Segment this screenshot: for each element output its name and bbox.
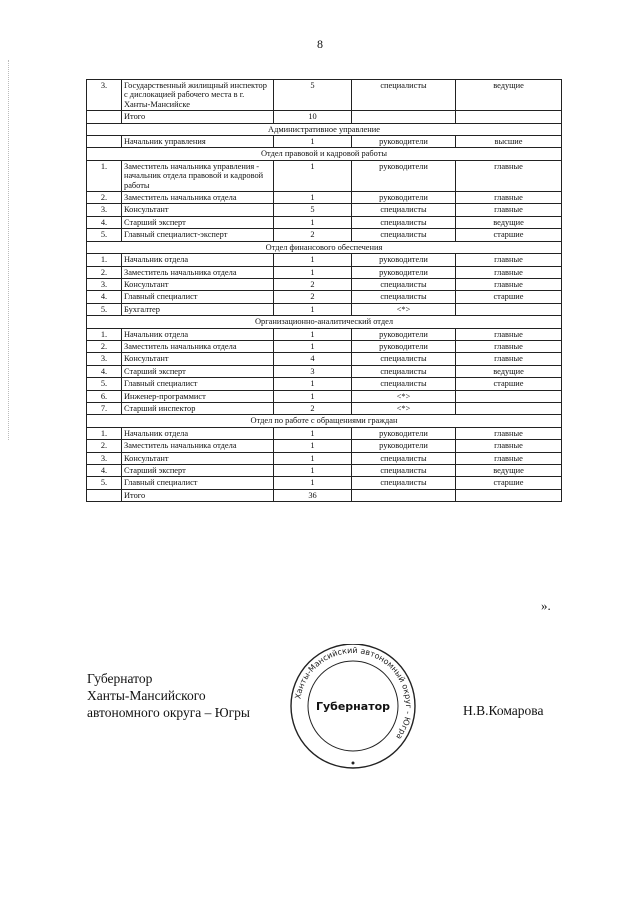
staff-group: [456, 303, 562, 315]
staff-table: [86, 79, 562, 502]
seal-ring-text: Ханты-Мансийский автономный округ - Югра: [293, 645, 414, 742]
table-row: [87, 465, 562, 477]
table-row: [87, 390, 562, 402]
staff-category: руководители: [352, 136, 456, 148]
row-number: 1.: [87, 160, 122, 191]
staff-category: руководители: [352, 160, 456, 191]
position-name: Главный специалист: [122, 291, 274, 303]
staff-group: главные: [456, 340, 562, 352]
staff-category: <*>: [352, 402, 456, 414]
staff-category: [352, 111, 456, 123]
row-number: 6.: [87, 390, 122, 402]
staff-count: 1: [274, 452, 352, 464]
staff-count: 1: [274, 328, 352, 340]
position-name: Старший эксперт: [122, 465, 274, 477]
table-row: [87, 427, 562, 439]
staff-count: 2: [274, 278, 352, 290]
table-row: [87, 204, 562, 216]
staff-count: 1: [274, 440, 352, 452]
staff-category: специалисты: [352, 291, 456, 303]
staff-category: специалисты: [352, 452, 456, 464]
table-row: [87, 402, 562, 414]
table-row: [87, 254, 562, 266]
signer-name: Н.В.Комарова: [463, 703, 544, 718]
staff-group: ведущие: [456, 465, 562, 477]
position-name: Начальник отдела: [122, 427, 274, 439]
staff-count: 1: [274, 340, 352, 352]
staff-category: специалисты: [352, 365, 456, 377]
staff-count: 1: [274, 465, 352, 477]
signer-title-line: автономного округа – Югры: [87, 705, 250, 720]
official-seal: [278, 644, 428, 774]
staff-category: специалисты: [352, 278, 456, 290]
position-name: Главный специалист: [122, 477, 274, 489]
section-header-row: [87, 316, 562, 328]
row-number: 3.: [87, 278, 122, 290]
staff-group: высшие: [456, 136, 562, 148]
position-name: Старший эксперт: [122, 365, 274, 377]
staff-count: 2: [274, 402, 352, 414]
row-number: 3.: [87, 452, 122, 464]
row-number: 1.: [87, 328, 122, 340]
staff-count: 1: [274, 160, 352, 191]
staff-group: ведущие: [456, 80, 562, 111]
staff-count: 1: [274, 192, 352, 204]
staff-group: главные: [456, 204, 562, 216]
row-number: 4.: [87, 216, 122, 228]
table-row: [87, 353, 562, 365]
position-name: Старший эксперт: [122, 216, 274, 228]
row-number: [87, 489, 122, 501]
staff-group: старшие: [456, 378, 562, 390]
staff-group: [456, 402, 562, 414]
position-name: Консультант: [122, 353, 274, 365]
staff-count: 2: [274, 291, 352, 303]
position-name: Заместитель начальника отдела: [122, 340, 274, 352]
table-row: [87, 365, 562, 377]
row-number: 2.: [87, 340, 122, 352]
scan-edge-line: [8, 60, 9, 440]
position-name: Начальник отдела: [122, 254, 274, 266]
staff-group: старшие: [456, 229, 562, 241]
staff-count: 1: [274, 266, 352, 278]
table-row: [87, 266, 562, 278]
table-row: [87, 278, 562, 290]
staff-category: руководители: [352, 427, 456, 439]
table-row: [87, 340, 562, 352]
row-number: 2.: [87, 440, 122, 452]
table-row: [87, 160, 562, 191]
table-row: [87, 229, 562, 241]
staff-group: ведущие: [456, 216, 562, 228]
table-row: [87, 111, 562, 123]
position-name: Заместитель начальника отдела: [122, 266, 274, 278]
table-row: [87, 440, 562, 452]
row-number: 2.: [87, 192, 122, 204]
staff-category: специалисты: [352, 80, 456, 111]
staff-count: 2: [274, 229, 352, 241]
row-number: 3.: [87, 204, 122, 216]
staff-count: 1: [274, 136, 352, 148]
row-number: [87, 136, 122, 148]
table-row: [87, 303, 562, 315]
staff-count: 4: [274, 353, 352, 365]
signer-title-line: Губернатор: [87, 671, 153, 686]
position-name: Консультант: [122, 204, 274, 216]
table-row: [87, 291, 562, 303]
staff-group: главные: [456, 192, 562, 204]
staff-count: 3: [274, 365, 352, 377]
staff-count: 36: [274, 489, 352, 501]
row-number: 5.: [87, 303, 122, 315]
row-number: 1.: [87, 427, 122, 439]
staff-category: <*>: [352, 303, 456, 315]
staff-category: [352, 489, 456, 501]
position-name: Итого: [122, 111, 274, 123]
position-name: Главный специалист-эксперт: [122, 229, 274, 241]
position-name: Государственный жилищный инспектор с дислокацией рабочего места в г. Ханты-Мансийске: [122, 80, 274, 111]
staff-group: [456, 111, 562, 123]
staff-count: 5: [274, 204, 352, 216]
section-title: Отдел по работе с обращениями граждан: [87, 415, 562, 427]
closing-quote: ».: [541, 598, 551, 613]
staff-group: главные: [456, 160, 562, 191]
table-row: [87, 378, 562, 390]
staff-table-body: [87, 80, 562, 502]
row-number: 4.: [87, 465, 122, 477]
seal-star-icon: [352, 762, 355, 765]
row-number: 5.: [87, 378, 122, 390]
table-row: [87, 489, 562, 501]
staff-group: ведущие: [456, 365, 562, 377]
signer-title-line: Ханты-Мансийского: [87, 688, 206, 703]
staff-count: 5: [274, 80, 352, 111]
staff-group: старшие: [456, 477, 562, 489]
position-name: Консультант: [122, 278, 274, 290]
row-number: 7.: [87, 402, 122, 414]
staff-category: специалисты: [352, 353, 456, 365]
staff-category: специалисты: [352, 229, 456, 241]
position-name: Инженер-программист: [122, 390, 274, 402]
staff-group: [456, 489, 562, 501]
staff-count: 1: [274, 254, 352, 266]
signer-title: [87, 670, 250, 721]
staff-group: главные: [456, 427, 562, 439]
staff-group: главные: [456, 254, 562, 266]
position-name: Старший инспектор: [122, 402, 274, 414]
section-header-row: [87, 148, 562, 160]
row-number: 2.: [87, 266, 122, 278]
staff-category: специалисты: [352, 216, 456, 228]
staff-category: специалисты: [352, 378, 456, 390]
staff-count: 1: [274, 390, 352, 402]
position-name: Начальник управления: [122, 136, 274, 148]
section-title: Отдел правовой и кадровой работы: [87, 148, 562, 160]
position-name: Бухгалтер: [122, 303, 274, 315]
section-header-row: [87, 415, 562, 427]
row-number: 4.: [87, 291, 122, 303]
staff-category: специалисты: [352, 204, 456, 216]
position-name: Заместитель начальника управления - начальник отдела правовой и кадровой работы: [122, 160, 274, 191]
staff-group: главные: [456, 452, 562, 464]
row-number: 5.: [87, 477, 122, 489]
table-row: [87, 80, 562, 111]
table-row: [87, 477, 562, 489]
staff-count: 10: [274, 111, 352, 123]
staff-group: главные: [456, 278, 562, 290]
staff-group: главные: [456, 328, 562, 340]
staff-category: руководители: [352, 440, 456, 452]
staff-category: специалисты: [352, 477, 456, 489]
position-name: Главный специалист: [122, 378, 274, 390]
staff-category: руководители: [352, 340, 456, 352]
staff-group: [456, 390, 562, 402]
position-name: Консультант: [122, 452, 274, 464]
section-header-row: [87, 241, 562, 253]
section-title: Организационно-аналитический отдел: [87, 316, 562, 328]
table-row: [87, 192, 562, 204]
table-row: [87, 328, 562, 340]
staff-group: главные: [456, 353, 562, 365]
staff-category: руководители: [352, 254, 456, 266]
section-header-row: [87, 123, 562, 135]
staff-group: главные: [456, 266, 562, 278]
row-number: 4.: [87, 365, 122, 377]
table-row: [87, 136, 562, 148]
page-number: 8: [317, 37, 323, 51]
seal-center-text: Губернатор: [315, 700, 391, 713]
table-row: [87, 452, 562, 464]
row-number: 5.: [87, 229, 122, 241]
staff-group: главные: [456, 440, 562, 452]
row-number: [87, 111, 122, 123]
section-title: Отдел финансового обеспечения: [87, 241, 562, 253]
staff-category: <*>: [352, 390, 456, 402]
position-name: Заместитель начальника отдела: [122, 440, 274, 452]
staff-group: старшие: [456, 291, 562, 303]
position-name: Начальник отдела: [122, 328, 274, 340]
position-name: Итого: [122, 489, 274, 501]
staff-category: руководители: [352, 192, 456, 204]
row-number: 3.: [87, 353, 122, 365]
row-number: 3.: [87, 80, 122, 111]
staff-count: 1: [274, 477, 352, 489]
staff-count: 1: [274, 303, 352, 315]
row-number: 1.: [87, 254, 122, 266]
table-row: [87, 216, 562, 228]
staff-count: 1: [274, 378, 352, 390]
staff-category: специалисты: [352, 465, 456, 477]
staff-category: руководители: [352, 266, 456, 278]
staff-count: 1: [274, 427, 352, 439]
section-title: Административное управление: [87, 123, 562, 135]
staff-count: 1: [274, 216, 352, 228]
position-name: Заместитель начальника отдела: [122, 192, 274, 204]
staff-category: руководители: [352, 328, 456, 340]
